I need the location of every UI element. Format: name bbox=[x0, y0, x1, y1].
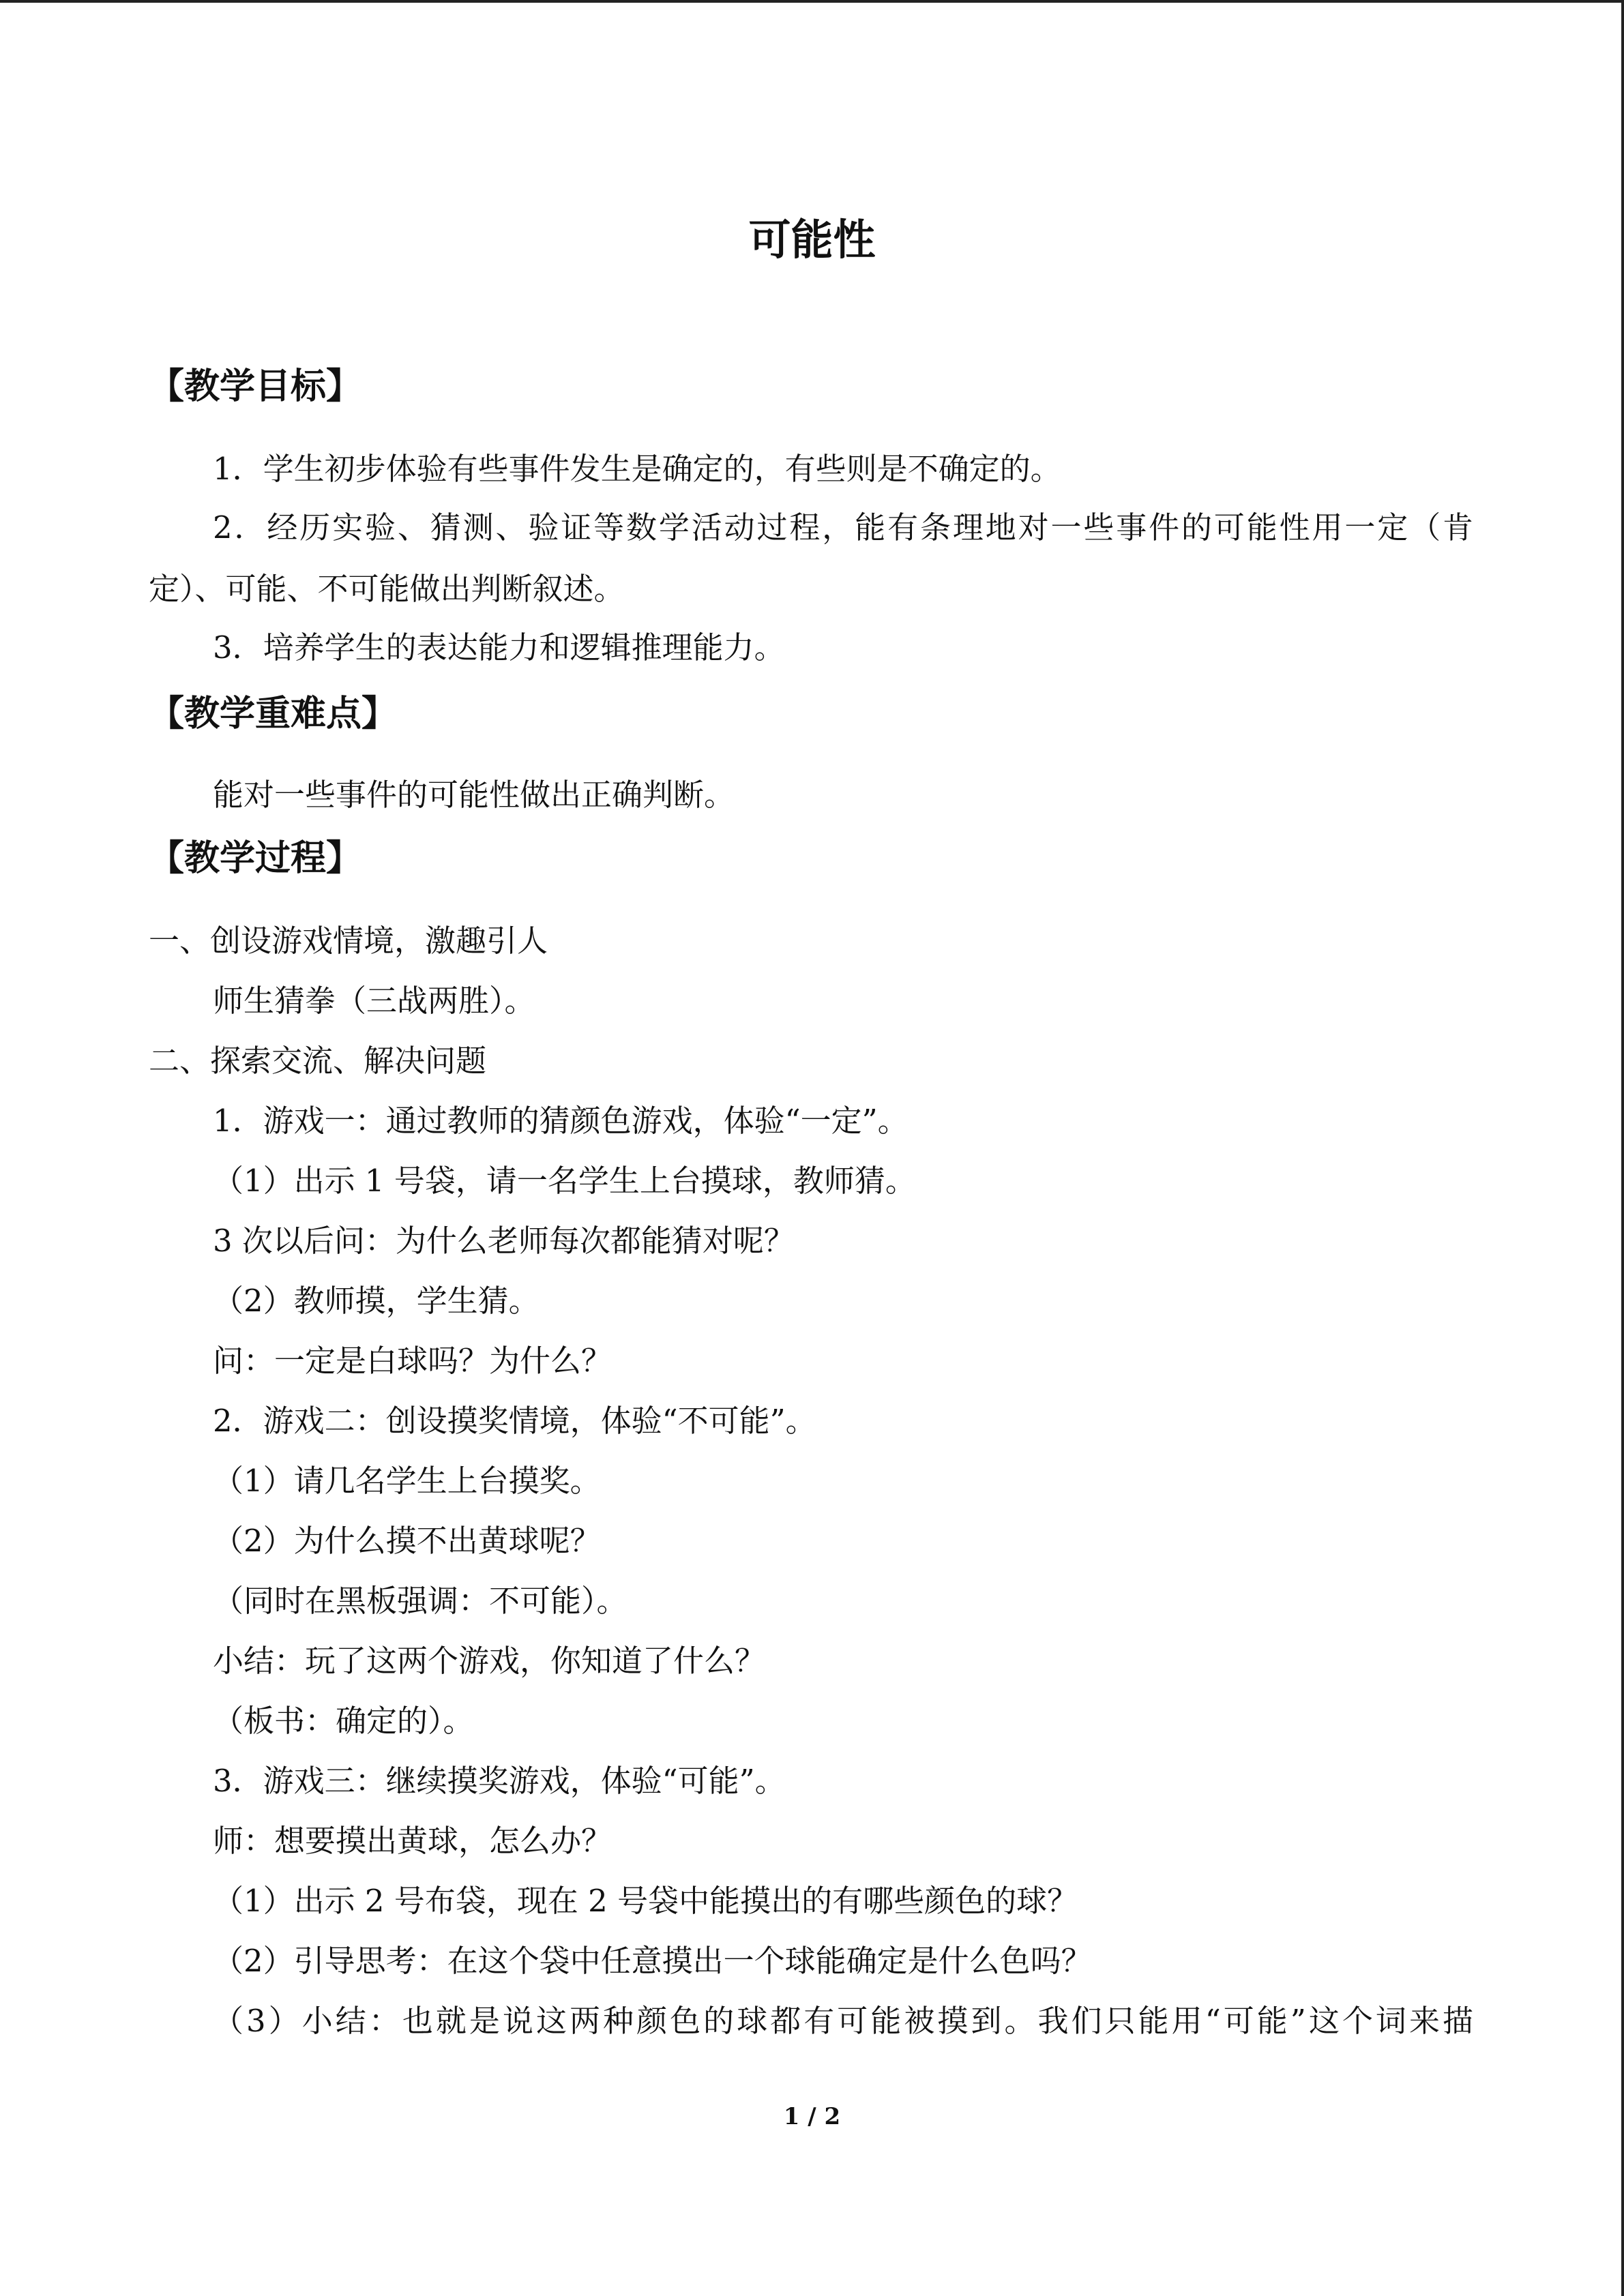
page-number: 1 / 2 bbox=[783, 2103, 841, 2130]
process-line: 3．游戏三：继续摸奖游戏，体验“可能”。 bbox=[213, 1763, 786, 1799]
process-line: 2．游戏二：创设摸奖情境，体验“不可能”。 bbox=[213, 1403, 816, 1439]
process-line: 小结：玩了这两个游戏，你知道了什么？ bbox=[213, 1643, 766, 1679]
top-border bbox=[0, 0, 1624, 3]
goal-line-2-continued: 定）、可能、不可能做出判断叙述。 bbox=[149, 571, 625, 607]
process-line: 一、创设游戏情境，激趣引人 bbox=[149, 923, 548, 959]
section-heading-keypoints: 【教学重难点】 bbox=[149, 694, 398, 734]
process-line: 问：一定是白球吗？为什么？ bbox=[213, 1343, 612, 1379]
process-line: 二、探索交流、解决问题 bbox=[149, 1043, 487, 1079]
process-line: （1）出示 2 号布袋，现在 2 号袋中能摸出的有哪些颜色的球？ bbox=[213, 1883, 1078, 1919]
process-line: （板书：确定的）。 bbox=[213, 1703, 474, 1739]
page-title: 可能性 bbox=[748, 215, 876, 265]
process-line: （1）请几名学生上台摸奖。 bbox=[213, 1463, 601, 1499]
process-line: （2）为什么摸不出黄球呢？ bbox=[213, 1523, 601, 1559]
process-line: （2）引导思考：在这个袋中任意摸出一个球能确定是什么色吗？ bbox=[213, 1943, 1092, 1979]
goal-line-2: 2．经历实验、猜测、验证等数学活动过程，能有条理地对一些事件的可能性用一定（肯 bbox=[213, 509, 1473, 546]
right-border bbox=[1621, 0, 1624, 2296]
process-line: （3）小结：也就是说这两种颜色的球都有可能被摸到。我们只能用“可能”这个词来描 bbox=[213, 2003, 1473, 2039]
goal-line-1: 1．学生初步体验有些事件发生是确定的，有些则是不确定的。 bbox=[213, 451, 1061, 487]
process-line: 1．游戏一：通过教师的猜颜色游戏，体验“一定”。 bbox=[213, 1103, 909, 1139]
goal-line-3: 3．培养学生的表达能力和逻辑推理能力。 bbox=[213, 629, 785, 666]
process-line: 师：想要摸出黄球，怎么办？ bbox=[213, 1823, 612, 1859]
process-line: （1）出示 1 号袋，请一名学生上台摸球，教师猜。 bbox=[213, 1163, 916, 1199]
process-line: （同时在黑板强调：不可能）。 bbox=[213, 1583, 628, 1619]
process-line: 师生猜拳（三战两胜）。 bbox=[213, 983, 535, 1019]
process-line: 3 次以后问：为什么老师每次都能猜对呢？ bbox=[213, 1223, 795, 1259]
section-heading-goals: 【教学目标】 bbox=[149, 366, 362, 407]
process-line: （2）教师摸，学生猜。 bbox=[213, 1283, 540, 1319]
keypoint-line-1: 能对一些事件的可能性做出正确判断。 bbox=[213, 777, 735, 813]
section-heading-process: 【教学过程】 bbox=[149, 838, 362, 879]
